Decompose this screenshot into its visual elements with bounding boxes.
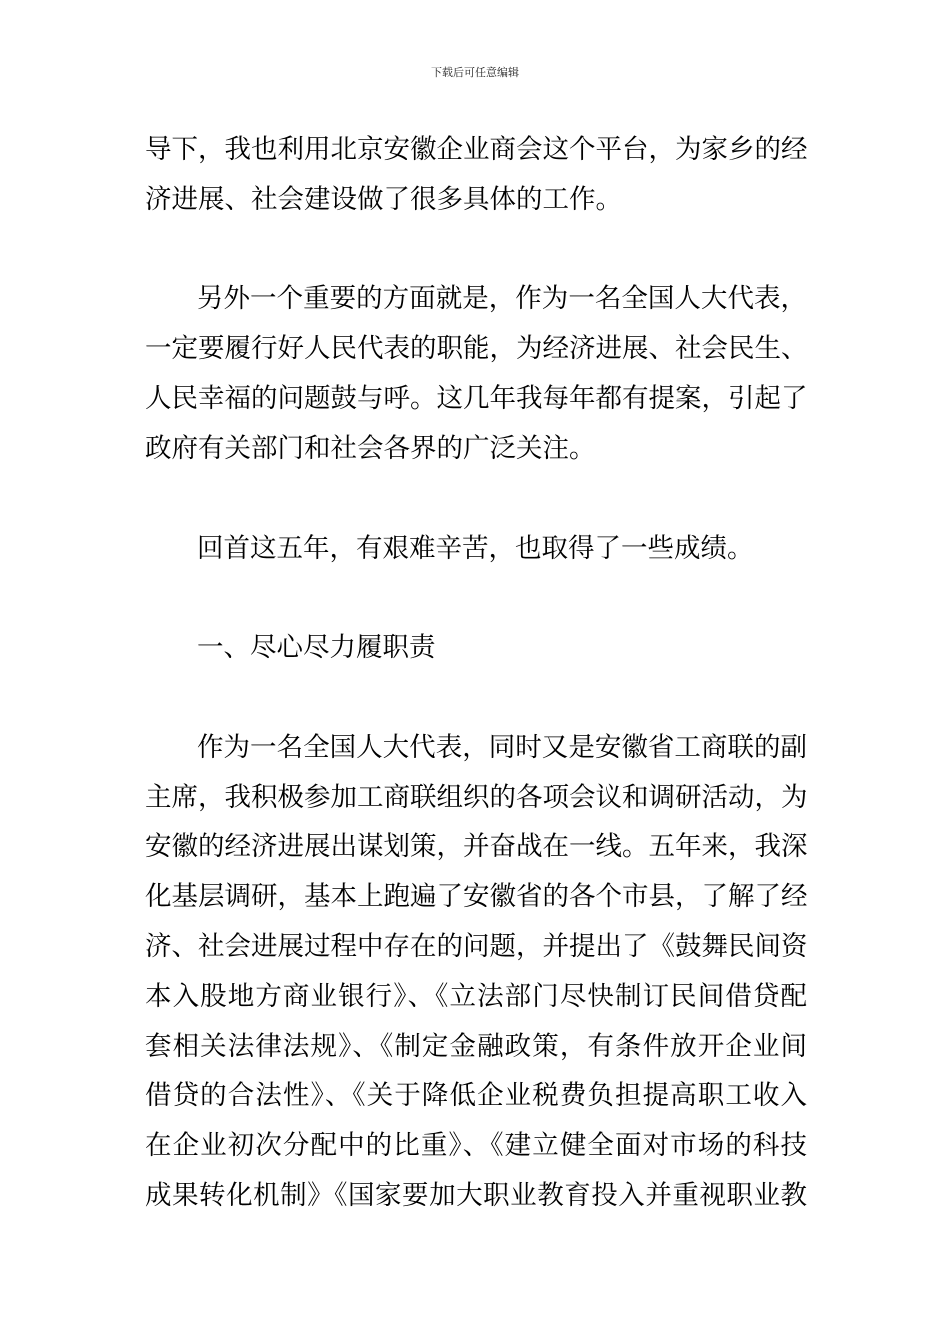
text-line: 作为一名全国人大代表，同时又是安徽省工商联的副 (197, 732, 807, 763)
text-line: 化基层调研，基本上跑遍了安徽省的各个市县，了解了经 (145, 881, 807, 912)
text-line: 一定要履行好人民代表的职能，为经济进展、社会民生、 (145, 333, 807, 364)
text-line: 济、社会进展过程中存在的问题，并提出了《鼓舞民间资 (145, 931, 807, 962)
text-line: 在企业初次分配中的比重》、《建立健全面对市场的科技 (145, 1130, 807, 1161)
text-line: 政府有关部门和社会各界的广泛关注。 (145, 433, 596, 464)
text-line: 回首这五年，有艰难辛苦，也取得了一些成绩。 (197, 533, 754, 564)
text-line: 济进展、社会建设做了很多具体的工作。 (145, 184, 622, 215)
text-line: 套相关法律法规》、《制定金融政策，有条件放开企业间 (145, 1031, 807, 1062)
text-line: 借贷的合法性》、《关于降低企业税费负担提高职工收入 (145, 1080, 807, 1111)
text-line: 本入股地方商业银行》、《立法部门尽快制订民间借贷配 (145, 981, 807, 1012)
text-line: 另外一个重要的方面就是，作为一名全国人大代表， (197, 283, 807, 314)
text-line: 导下，我也利用北京安徽企业商会这个平台，为家乡的经 (145, 134, 807, 165)
text-line: 人民幸福的问题鼓与呼。这几年我每年都有提案，引起了 (145, 383, 807, 414)
text-line: 成果转化机制》《国家要加大职业教育投入并重视职业教 (145, 1180, 807, 1211)
page-header: 下载后可任意编辑 (431, 66, 519, 79)
text-line: 安徽的经济进展出谋划策，并奋战在一线。五年来，我深 (145, 831, 807, 862)
section-heading: 一、尽心尽力履职责 (197, 632, 436, 663)
text-line: 主席，我积极参加工商联组织的各项会议和调研活动，为 (145, 782, 807, 813)
